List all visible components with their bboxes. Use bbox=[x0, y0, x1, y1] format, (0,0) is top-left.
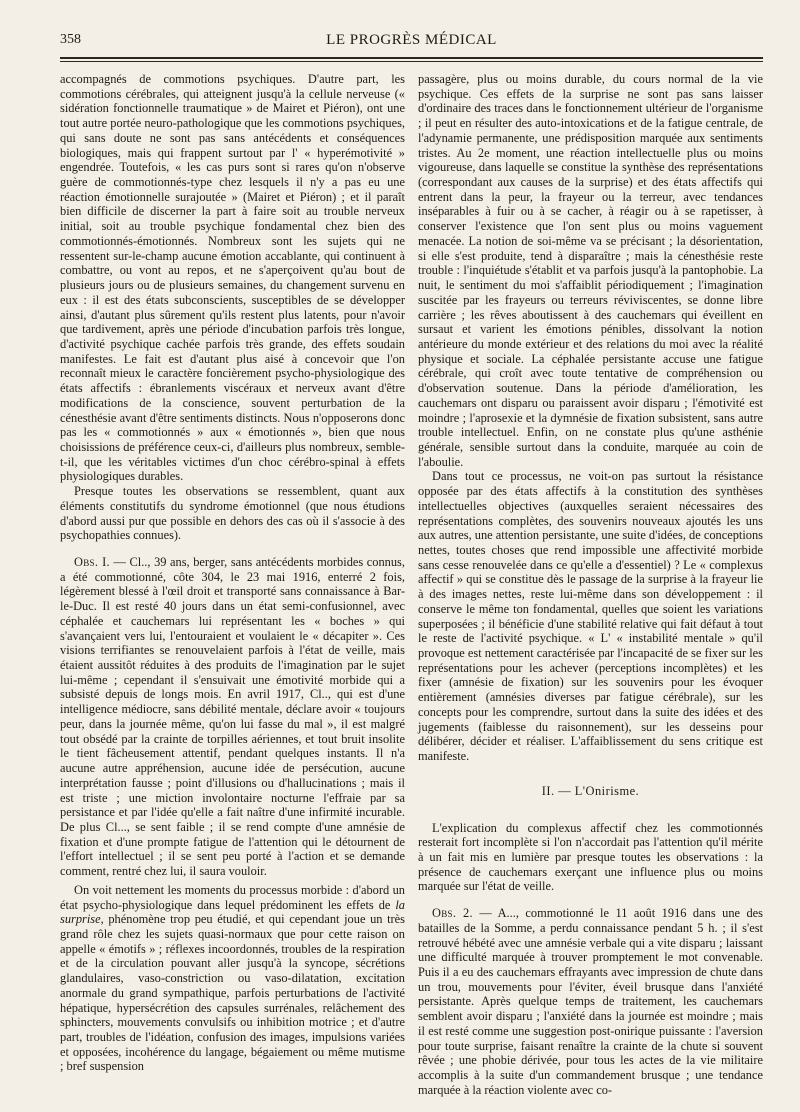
running-title: LE PROGRÈS MÉDICAL bbox=[326, 32, 497, 48]
paragraph: Presque toutes les observations se ressemblent, quant aux éléments constitutifs du syndrome émotionnel (que nous étudions d'abord aussi pur que possible en dehors des cas où il s'associe à des psychopathies connues). bbox=[60, 484, 405, 543]
paragraph: passagère, plus ou moins durable, du cours normal de la vie psychique. Ces effets de la surprise ne sont pas sans laisser d'ordinaire des traces dans le fonctionnement ultérieur de l'organisme ; il peut en résulter des auto-intoxications et de la fatigue centrale, de l'adynamie permanente, une prédisposition marquée aux sentiments tristes. Au 2e moment, une réaction intellectuelle plus ou moins vigoureuse, dans laquelle se constitue la synthèse des représentations (correspondant aux causes de la surprise) et des états affectifs qui entrent dans la peur, la frayeur ou la terreur, avec tendances inséparables à fuir ou à se cacher, à réagir ou à se rapetisser, à conserver l'existence que l'on sent plus ou moins vaguement menacée. La notion de soi-même va se précisant ; la désorientation, si elle s'est produite, tend à disparaître ; mais la cénesthésie reste trouble : l'inquiétude s'établit et va parfois jusqu'à la pantophobie. La nuit, le sentiment du moi s'affaiblit périodiquement ; l'imagination suscitée par les frayeurs ou terreurs réviviscentes, se donne libre carrière ; les rêves aboutissent à des cauchemars qui éveillent en sursaut et varient les émotions pénibles, dissolvant la notion antérieure du monde extérieur et des relations du moi avec la réalité physique et sociale. La céphalée persistante accuse une fatigue cérébrale, qui croît avec toute tentative de compréhension ou d'observation soutenue. Dans la période d'amélioration, les cauchemars ont disparu ou paraissent avoir disparu ; l'émotivité est moindre ; l'aprosexie et la dymnésie de fixation subsistent, sans autre trouble intellectuel. Enfin, on ne constate plus qu'une asthénie générale, sensible surtout dans la conduite, marquée au coin de l'aboulie. bbox=[418, 72, 763, 469]
right-column bbox=[418, 72, 763, 1097]
page-number: 358 bbox=[60, 32, 81, 47]
italic-term: la surprise bbox=[60, 897, 405, 927]
paragraph-text: , phénomène trop peu étudié, et qui cependant joue un très grand rôle chez les sujets quasi-normaux que pour cette raison on appelle « émotifs » ; réflexes incoordonnés, troubles de la respiration et de la circulation pouvant aller jusqu'à la syncope, sécrétions glandulaires, vaso-constriction ou vaso-dilatation, excitation anormale du grand sympathique, parfois perturbations de l'activité hépatique, hypersécrétion des capsules surrénales, relâchement des sphincters, mouvements convulsifs ou inhibition motrice ; et d'autre part, troubles de l'idéation, confusion des images, impulsions variées et opposées, incohérence du langage, bégaiement ou même mutisme ; bref suspension bbox=[60, 912, 405, 1074]
observation-label: Obs. 2. bbox=[432, 906, 473, 921]
page-header bbox=[60, 32, 763, 54]
left-column bbox=[60, 72, 405, 1074]
paragraph: Dans tout ce processus, ne voit-on pas surtout la résistance opposée par des états affectifs à la constitution des synthèses intellectuelles objectives (auxquelles seraient nécessaires des représentations complètes, des souvenirs nouveaux ajoutés les uns aux autres, une attention persistante, une suite d'idées, de conceptions nettes, toutes choses que rend impossible une affectivité morbide sans cesse renouvelée dans ce qu'elle a d'essentiel) ? Le « complexus affectif » qui se constitue dès le passage de la surprise à la frayeur lie à des images nettes, reste lui-même dans son développement : il conserve le même ton fondamental, quelles que soient les variations superposées ; il bénéficie d'une stabilité relative qui fait défaut à tout le reste de l'activité psychique. « L' « instabilité mentale » qu'il provoque est nettement caractérisée par l'incapacité de se fixer sur les représentations pour les achever (perceptions incomplètes) et les fixer (amnésie de fixation) sur les souvenirs pour les évoquer entièrement (amnésies diverses par fatigue cérébrale), sur les concepts pour les comprendre, surtout dans la suite des idées et des jugements (faiblesse du raisonnement), sur les desseins pour délibérer, décider et réaliser. L'affaiblissement du sens critique est manifeste. bbox=[418, 469, 763, 764]
paragraph: accompagnés de commotions psychiques. D'autre part, les commotions cérébrales, qui atteignent jusqu'à la cellule nerveuse (« sidération fonctionnelle traumatique » de Mairet et Piéron), ont une tout autre portée neuro-pathologique que les commotions psychiques, qui sans doute ne sont pas sans antécédents et conséquences biologiques, mais qui frappent surtout par l' « hyperémotivité » engendrée. Toutefois, « les cas purs sont si rares qu'on n'observe guère de commotionnés-type chez lesquels il n'y a pas eu une réaction émotionnelle surajoutée » (Mairet et Piéron) ; et il paraît bien difficile de discerner la part à faire soit au trouble nerveux initial, soit au trouble psychique fondamental chez bien des commotionnés-émotionnés. Nombreux sont les sujets qui ne ressentent sur-le-champ aucune émotion accablante, qui continuent à combattre, ou vont au repos, et ne s'aperçoivent qu'au bout de plusieurs jours ou de plusieurs semaines, du changement survenu en eux : il est des états subconscients, susceptibles de se développer ainsi, d'autant plus sûrement qu'ils restent plus latents, pour n'avoir que tardivement, après une période d'incubation parfois très longue, d'activité psychique cachée parfois très grande, des effets soudain manifestes. Le fait est d'autant plus aisé à concevoir que l'on reconnaît mieux le caractère foncièrement psycho-physiologique des états affectifs : ébranlements viscéraux et nerveux avant d'être modifications de la conscience, souvent perturbation de la cénesthésie avant d'être sentiments distincts. Nous n'opposerons donc pas les « commotionnés » aux « émotionnés », bien que nous choisissions de préférence ceux-ci, d'ailleurs plus nombreux, semble-t-il, que les véritables victimes d'un choc cérébro-spinal à effets physiologiques durables. bbox=[60, 72, 405, 484]
paragraph: L'explication du complexus affectif chez les commotionnés resterait fort incomplète si l'on n'accordait pas l'attention qu'il mérite à un fait mis en lumière par presque toutes les observations : la présence de cauchemars exerçant une influence plus ou moins marquée sur l'état de veille. bbox=[418, 820, 763, 894]
header-rule-thin bbox=[60, 61, 763, 62]
observation-text: — Cl.., 39 ans, berger, sans antécédents morbides connus, a été commotionné, côte 304, le 23 mai 1916, enterré 2 fois, légèrement blessé à l'œil droit et transporté sans connaissance à Bar-le-Duc. Il est resté 40 jours dans un état semi-confusionnel, avec céphalée et cauchemars lui représentant les « boches » qui s'avançaient vers lui, l'entouraient et voulaient le « décapiter ». Ces visions terrifiantes se renouvelaient parfois à l'état de veille, mais étaient aussitôt réduites à des produits de l'imagination par le sujet lui-même ; cependant il s'ensuivait une émotivité morbide qui a subsisté depuis de longs mois. En avril 1917, Cl.., qui est d'une intelligence médiocre, sans débilité mentale, déclare avoir « toujours peur, dans la journée même, qu'on lui fasse du mal », il est malgré tout obsédé par la crainte de torpilles aériennes, et tout bruit insolite le tient fâcheusement attentif, pendant quelques instants. Il n'a aucune autre appréhension, aucune idée de persécution, aucune interprétation fausse ; point d'illusions ou d'hallucinations ; mais il est triste ; une miction involontaire nocturne l'effraie par sa persistance et par l'idée qu'elle a fait naître d'une infirmité incurable. De plus Cl..., se sent faible ; il se rend compte d'une amnésie de fixation et d'une prompte fatigue de l'attention qui le détournent de l'effort intellectuel ; il se sent peu porté à l'action et se demande comment, rentré chez lui, il saura vouloir. bbox=[60, 555, 405, 879]
header-rule-thick bbox=[60, 57, 763, 59]
paragraph bbox=[60, 883, 405, 1074]
observation-2 bbox=[418, 906, 763, 1097]
section-title: II. — L'Onirisme. bbox=[541, 783, 640, 798]
observation-1 bbox=[60, 555, 405, 879]
paragraph-text: On voit nettement les moments du processus morbide : d'abord un état psycho-physiologique dans lequel prédominent les effets de bbox=[60, 882, 405, 912]
observation-label: Obs. I. bbox=[74, 555, 110, 569]
observation-text: — A..., commotionné le 11 août 1916 dans une des batailles de la Somme, a perdu connaissance pendant 5 h. ; il s'est retrouvé hébété avec une amnésie verbale qui a vite disparu ; laissant une difficulté marquée à trouver promptement le mot convenable. Puis il a eu des cauchemars effrayants avec impression de chute dans un trou, mouvements pour l'éviter, éveil brusque dans l'anxiété persistante. Après quelque temps de traitement, les cauchemars semblent avoir disparu ; l'anxiété dans la journée est moindre ; mais il est resté comme une suggestion post-onirique puissante : l'aversion pour toute surprise, faisant renaître la crainte de la chute si souvent rêvée ; une phobie dérivée, pour tous les actes de la vie militaire accomplis à la suite d'un commandement brusque ; une tendance marquée à la réaction violente avec co- bbox=[418, 906, 764, 1097]
